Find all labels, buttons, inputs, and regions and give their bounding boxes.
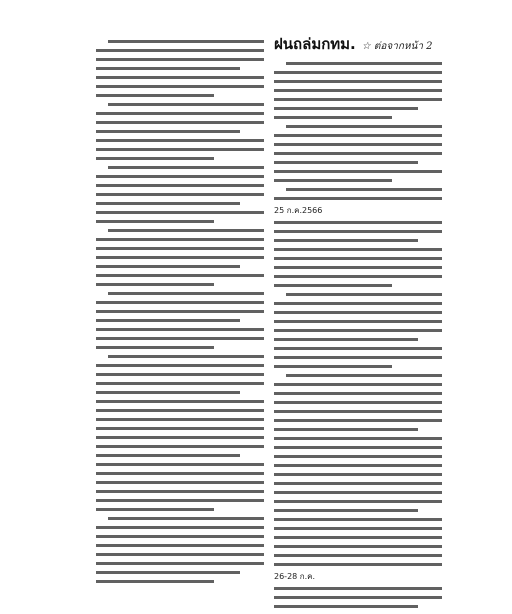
text-line [96,490,264,493]
text-line [96,256,264,259]
text-line [96,247,264,250]
text-line [274,473,442,476]
text-line [274,161,418,164]
text-line [286,293,442,296]
text-line [274,491,442,494]
text-line [274,89,442,92]
text-line [96,85,264,88]
text-line [108,229,264,232]
text-line [96,211,264,214]
text-line [274,239,418,242]
text-line [274,302,442,305]
text-line [96,418,264,421]
text-line [274,248,442,251]
text-line [274,419,442,422]
text-line [274,152,442,155]
text-line [96,130,240,133]
text-line [274,587,442,590]
text-line [274,197,442,200]
text-line [274,482,442,485]
text-line [108,40,264,43]
text-line [96,283,214,286]
text-line [274,221,442,224]
text-line [96,328,264,331]
text-line [274,116,392,119]
text-line [274,446,442,449]
text-line [274,179,392,182]
text-line [274,311,442,314]
text-line [96,499,264,502]
right-text-column [274,32,442,614]
text-line [96,445,264,448]
text-line [274,437,442,440]
text-line [96,571,240,574]
text-line [96,544,264,547]
text-line [274,356,442,359]
text-line [96,337,264,340]
text-line [108,517,264,520]
text-line [96,157,214,160]
text-line [96,454,240,457]
text-line [274,563,442,566]
text-line [274,170,442,173]
text-line [96,301,264,304]
text-line [96,535,264,538]
text-line [274,428,418,431]
text-line [96,346,214,349]
text-line [274,80,442,83]
text-line [274,365,392,368]
text-line [96,175,264,178]
text-line [286,62,442,65]
text-line [274,329,442,332]
text-line [96,364,264,367]
text-line [274,401,442,404]
text-line [274,347,442,350]
text-line [274,98,442,101]
headline: ฝนถล่มกทม. [274,35,356,53]
text-line [274,134,442,137]
text-line [274,410,442,413]
text-line [274,320,442,323]
text-line [96,562,264,565]
text-line [96,265,240,268]
text-line [96,112,264,115]
text-line [96,553,264,556]
text-line [96,148,264,151]
text-line [96,139,264,142]
text-line [96,436,264,439]
text-line [96,427,264,430]
text-line [274,383,442,386]
text-line [96,580,214,583]
text-line [274,455,442,458]
text-line [286,374,442,377]
text-line [96,202,240,205]
text-line [108,355,264,358]
date-mention: 25 ก.ค.2566 [274,206,323,215]
date-mention: 26-28 ก.ค. [274,572,316,581]
text-line [96,319,240,322]
text-line [274,392,442,395]
text-line [108,292,264,295]
text-line [274,275,442,278]
text-line [286,125,442,128]
left-text-column [96,40,264,589]
text-line [96,526,264,529]
text-line [108,103,264,106]
text-line [274,107,418,110]
text-line [108,166,264,169]
text-line [96,49,264,52]
text-line [274,536,442,539]
text-line [96,220,214,223]
text-line [96,373,264,376]
text-line [274,143,442,146]
text-line [274,464,442,467]
text-line [96,508,214,511]
text-line [96,121,264,124]
text-line [274,500,442,503]
text-line [274,284,392,287]
text-line [274,518,442,521]
text-line [286,188,442,191]
text-line [96,58,264,61]
text-line [96,76,264,79]
text-line [274,605,418,608]
text-line [274,230,442,233]
text-line [96,193,264,196]
text-line [96,472,264,475]
text-line [96,409,264,412]
text-line [96,463,264,466]
text-line [96,67,240,70]
text-line [96,310,264,313]
text-line [96,94,214,97]
text-line [96,382,264,385]
text-line [96,184,264,187]
text-line [96,391,240,394]
text-line [274,257,442,260]
text-line [96,274,264,277]
text-line [274,545,442,548]
text-line [274,596,442,599]
continued-from-note: ☆ ต่อจากหน้า 2 [361,41,433,52]
text-line [96,238,264,241]
headline-row [274,32,442,56]
text-line [274,266,442,269]
text-line [274,338,418,341]
text-line [274,527,442,530]
text-line [274,554,442,557]
text-line [96,481,264,484]
text-line [274,71,442,74]
text-line [96,400,264,403]
